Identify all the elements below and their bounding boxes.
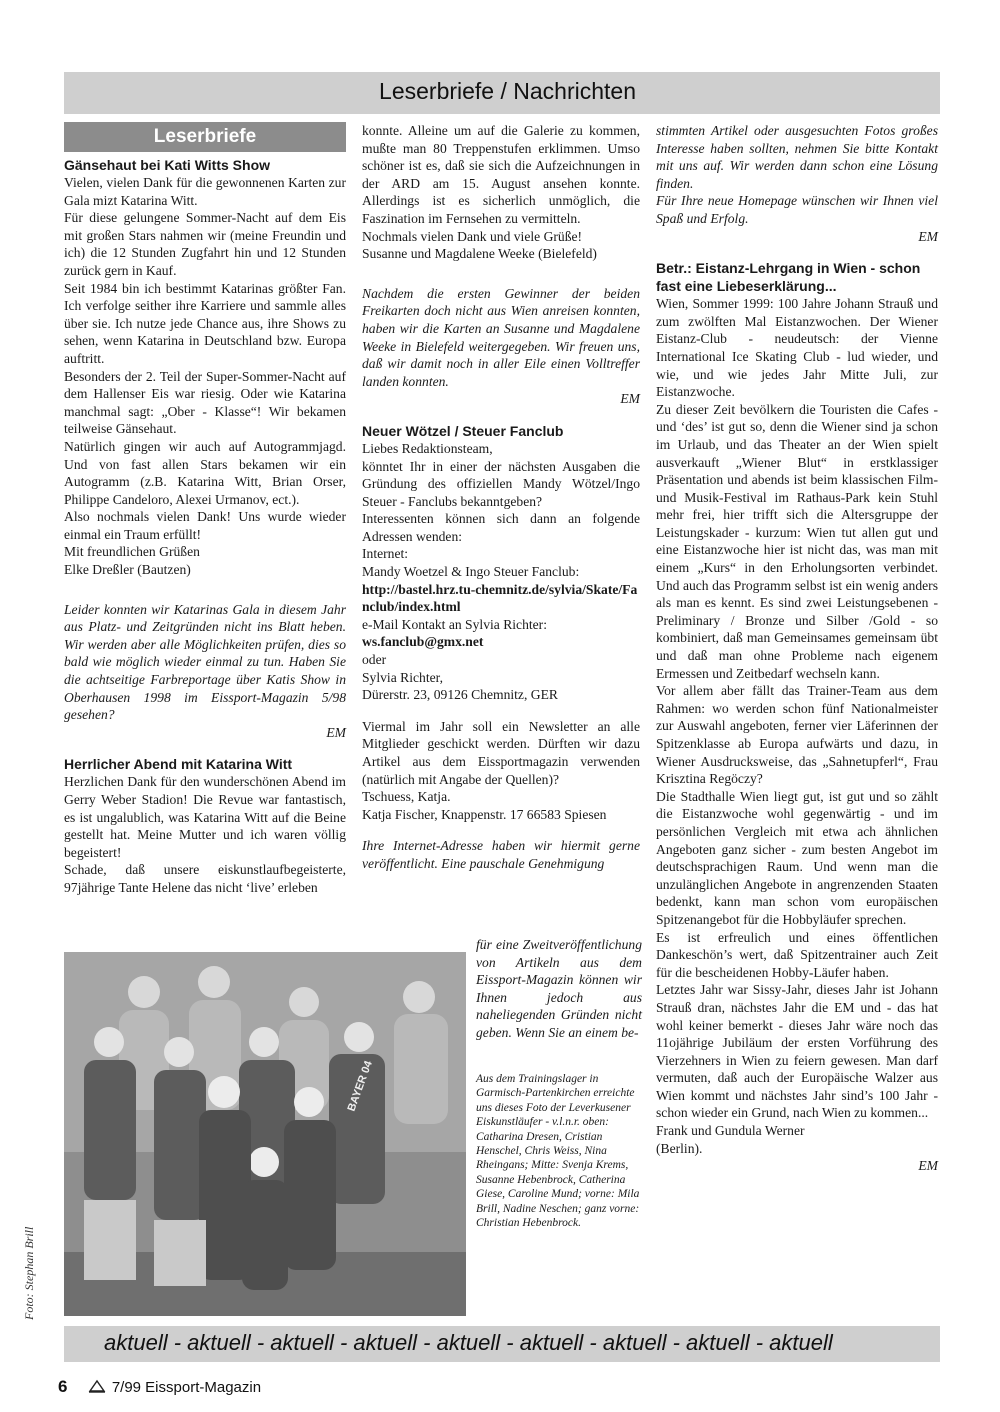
aktuell-strip [64, 1326, 940, 1362]
column-2 [362, 122, 640, 873]
team-photo [64, 952, 466, 1316]
letter-paragraph: Letztes Jahr war Sissy-Jahr, dieses Jahr ist Johann Strauß dran, nächstes Jahr die EM und - das hat wohl keiner bemerkt - dieses Jahr wäre noch das 11ojährige Jubiläum der ersten Vorführung des Vierzehners in Wien zu feiern gewesen. Man darf vermuten, daß auch der Europäische Walzer aus Wien kommt und nächstes Jahr sind’s 100 Jahr - schon wieder ein Grund, nach Wien zu kommen... [656, 982, 938, 1121]
letter-paragraph: Herzlichen Dank für den wunderschönen Abend im Gerry Weber Stadion! Die Revue war fantastisch, es ist ungalublich, was Katarina Witt auf die Beine gestellt hat. Meine Mutter und ich waren völlig begeistert! [64, 774, 346, 860]
letter-paragraph: Internet: [362, 546, 409, 562]
editor-signature: EM [918, 228, 938, 244]
letter-paragraph: könntet Ihr in einer der nächsten Ausgaben die Gründung des offiziellen Mandy Wötzel/Ingo Steuer - Fanclubs bekanntgeben? [362, 458, 640, 509]
aktuell-strip-text: aktuell - aktuell - aktuell - aktuell - aktuell - aktuell - aktuell - aktuell - aktuell [104, 1330, 833, 1355]
skater-logo-icon [88, 1379, 106, 1393]
photo-credit: Foto: Stephan Brill [22, 1226, 36, 1320]
letter-paragraph: Die Stadthalle Wien liegt gut, ist gut und so zählt die Eistanzwoche wohl gegenwärtig - und im persönlichen Vergleich mit etwa ach ähnlichen Angeboten ganz sicher - zum besten Angebot im deutschsprachigen Raum. Und wenn man die unzulänglichen Angebote in angrenzenden Staaten bedenkt, kann man schon vom europäischen Spitzenangebot für die Hobbyläufer sprechen. [656, 788, 938, 927]
mail-label: e-Mail Kontakt an Sylvia Richter: [362, 616, 547, 632]
editor-reply: Ihre Internet-Adresse haben wir hiermit gerne veröffentlicht. Eine pauschale Genehmigung [362, 838, 640, 871]
letter-paragraph: Zu dieser Zeit bevölkern die Touristen die Cafes - und ‘des’ ist gut so, denn die Wiener sind ja schon im Urlaub, und das Theater an der Wien spielt ausverkauft „Wiener Blut“ in erstklassiger Präsentation und abends ist beim klassischen Film- und Musik-Festival im Rathaus-Park kein Stuhl mehr frei, hier trifft sich die Altersgruppe der Leistungskader - kurzum: Wien tut allen gut und eine Eistanzwoche hier ist nicht das, was man mit einem „Kurs“ in den Erholungsorten verbindet. Und auch das Programm selbst ist ein wenig anders als man es kennt. Es sind zwei Leistungsebenen - Preliminary / Bronze und Silber /Gold - so kombiniert, daß man Gemeinsames gemeinsam übt und daß man ohne Probleme nach eigenem Ermessen und Zeitbedarf wechseln kann. [656, 401, 938, 681]
shirt-print: BAYER 04 [345, 1059, 375, 1114]
section-title: Leserbriefe / Nachrichten [379, 78, 636, 104]
letter-paragraph: Besonders der 2. Teil der Super-Sommer-Nacht auf dem Hallenser Eis war riesig. Oder wie Katarina manchmal sagt: „Ober - Klasse“! Wir bekamen teilweise Gänsehaut. [64, 368, 346, 437]
editor-reply: Leider konnten wir Katarinas Gala in diesem Jahr aus Platz- und Zeitgründen nicht ins Blatt heben. Wir werden aber alle Möglichkeiten prüfen, dies so bald wie möglich wieder einmal zu tun. Haben Sie die achtseitige Farbreportage über Katis Show in Oberhausen 1998 im Eissport-Magazin 5/98 gesehen? [64, 601, 346, 723]
fanclub-email[interactable]: ws.fanclub@gmx.net [362, 634, 484, 650]
column-1 [64, 122, 346, 897]
letter-paragraph: Interessenten können sich dann an folgende Adressen wenden: [362, 511, 640, 544]
letter-author: Elke Dreßler (Bautzen) [64, 562, 191, 578]
letter-paragraph: Viermal im Jahr soll ein Newsletter an alle Mitglieder geschickt werden. Dürften wir dazu Artikel aus dem Eissportmagazin verwenden (natürlich mit Angabe der Quellen)? [362, 718, 640, 787]
editor-reply-continued: stimmten Artikel oder ausgesuchten Fotos großes Interesse haben sollten, nehmen Sie bitte Kontakt mit uns auf. Wir werden dann schon eine Lösung finden. [656, 123, 938, 191]
editor-reply-continued: für eine Zweitveröffentlichung von Artikeln aus dem Eissport-Magazin können wir Ihnen jedoch aus naheliegenden Gründen nicht geben. Wenn Sie an einem be- [476, 937, 642, 1040]
letter-paragraph: Liebes Redaktionsteam, [362, 440, 493, 456]
letter-greeting: Nochmals vielen Dank und viele Grüße! [362, 228, 583, 244]
column-3 [656, 122, 938, 1175]
letter-author: Katja Fischer, Knappenstr. 17 66583 Spiesen [362, 806, 607, 822]
letter-paragraph: konnte. Alleine um auf die Galerie zu kommen, mußte man 80 Treppenstufen erklimmen. Umso schöner ist es, daß sie sich die Aufzeichnungen in der ARD am 15. August ansehen konnte. Allerdings ist es sicherlich unmöglich, die Faszination im Fernsehen zu vermitteln. [362, 123, 640, 226]
letter-greeting: Tschuess, Katja. [362, 789, 451, 805]
address-street: Dürerstr. 23, 09126 Chemnitz, GER [362, 687, 558, 703]
address-name: Sylvia Richter, [362, 669, 444, 685]
letter-or: oder [362, 652, 387, 668]
photo-caption: Aus dem Trainingslager in Garmisch-Partenkirchen erreichte uns dieses Foto der Leverkusener Eiskunstläufer - v.l.n.r. oben: Catharina Dresen, Cristian Henschel, Chris Weiss, Nina Rheingans; Mitte: Svenja Krems, Susanne Hebenbrock, Catherina Giese, Caroline Mund; vorne: Mila Brill, Nadine Neschen; ganz vorne: Christian Hebenbrock. [476, 1073, 640, 1230]
fanclub-url[interactable]: http://bastel.hrz.tu-chemnitz.de/sylvia/Skate/Fanclub/index.html [362, 581, 638, 615]
article-title-gaensehaut: Gänsehaut bei Kati Witts Show [64, 157, 271, 173]
editor-signature: EM [326, 724, 346, 740]
article-title-herrlicher-abend: Herrlicher Abend mit Katarina Witt [64, 756, 293, 773]
section-header [64, 72, 940, 114]
letter-paragraph: Natürlich gingen wir auch auf Autogrammjagd. Und von fast allen Stars bekamen wir ein Autogramm (z.B. Katarina Witt, Brian Orser, Philippe Candeloro, Alexei Urmanov, ect.). [64, 438, 346, 507]
letter-author-city: (Berlin). [656, 1140, 703, 1156]
editor-reply: Nachdem die ersten Gewinner der beiden Freikarten doch nicht aus Wien anreisen konnten, haben wir die Karten an Susanne und Magdalene Weeke in Bielefeld weitergegeben. Wir freuen uns, daß wir damit noch in aller Eile einen Volltreffer landen konnten. [362, 285, 640, 389]
team-photo-illustration [64, 952, 466, 1316]
page-footer [58, 1377, 261, 1397]
leserbriefe-banner: Leserbriefe [64, 122, 346, 152]
letter-paragraph: Schade, daß unsere eiskunstlaufbegeisterte, 97jährige Tante Helene das nicht ‘live’ erleben [64, 862, 346, 895]
letter-paragraph: Also nochmals vielen Dank! Uns wurde wieder einmal ein Traum erfüllt! [64, 509, 346, 542]
editor-signature: EM [620, 391, 640, 407]
letter-paragraph: Für diese gelungene Sommer-Nacht auf dem Eis mit großen Stars nahmen wir (meine Freundin und ich) die 12 Stunden Zugfahrt hin und 12 Stunden zurück gern in Kauf. [64, 210, 346, 278]
letter-greeting: Mit freundlichen Grüßen [64, 544, 200, 560]
article-title-eistanz: Betr.: Eistanz-Lehrgang in Wien - schon fast eine Liebeserklärung... [656, 260, 921, 295]
letter-paragraph: Es ist erfreulich und eines öffentlichen Dankeschön’s wert, daß Spitzentrainer auch Zeit für die bescheidenen Hobby-Läufer haben. [656, 929, 938, 980]
letter-paragraph: Seit 1984 bin ich bestimmt Katarinas größter Fan. Ich verfolge seither ihre Karriere und sammle alles über sie. Ich nutze jede Chance aus, ihre Shows zu sehen, wenn Katarina in Deutschland bzw. Europa auftritt. [64, 280, 346, 366]
letter-paragraph: Wien, Sommer 1999: 100 Jahre Johann Strauß und zum zwölften Mal Eistanzwochen. Der Wiener Eistanz-Club - neudeutsch: der Vienne International Ice Skating Club - lud wieder, und wie, und wie jedes Jahr Mitte Juli, zur Eistanzwoche. [656, 296, 938, 400]
letter-author: Susanne und Magdalene Weeke (Bielefeld) [362, 246, 597, 262]
letter-paragraph: Vor allem aber fällt das Trainer-Team aus dem Rahmen: wo werden schon fünf Nationalmeister zur Auswahl angeboten, ferner vier Läferinnen der Spitzenklasse ab Europa aufwärts und dazu, in Wiener Ausdrucksweise, das „Sahnetupferl“, Frau Krisztina Regöczy? [656, 683, 938, 787]
letter-paragraph: Vielen, vielen Dank für die gewonnenen Karten zur Gala mizt Katarina Witt. [64, 175, 346, 208]
article-title-fanclub: Neuer Wötzel / Steuer Fanclub [362, 422, 564, 439]
editor-signature: EM [918, 1158, 938, 1174]
issue-label: 7/99 Eissport-Magazin [111, 1379, 262, 1396]
editor-reply-continued: Für Ihre neue Homepage wünschen wir Ihnen viel Spaß und Erfolg. [656, 193, 938, 226]
page-number: 6 [58, 1377, 68, 1396]
letter-author: Frank und Gundula Werner [656, 1123, 805, 1139]
letter-paragraph: Mandy Woetzel & Ingo Steuer Fanclub: [362, 564, 580, 580]
